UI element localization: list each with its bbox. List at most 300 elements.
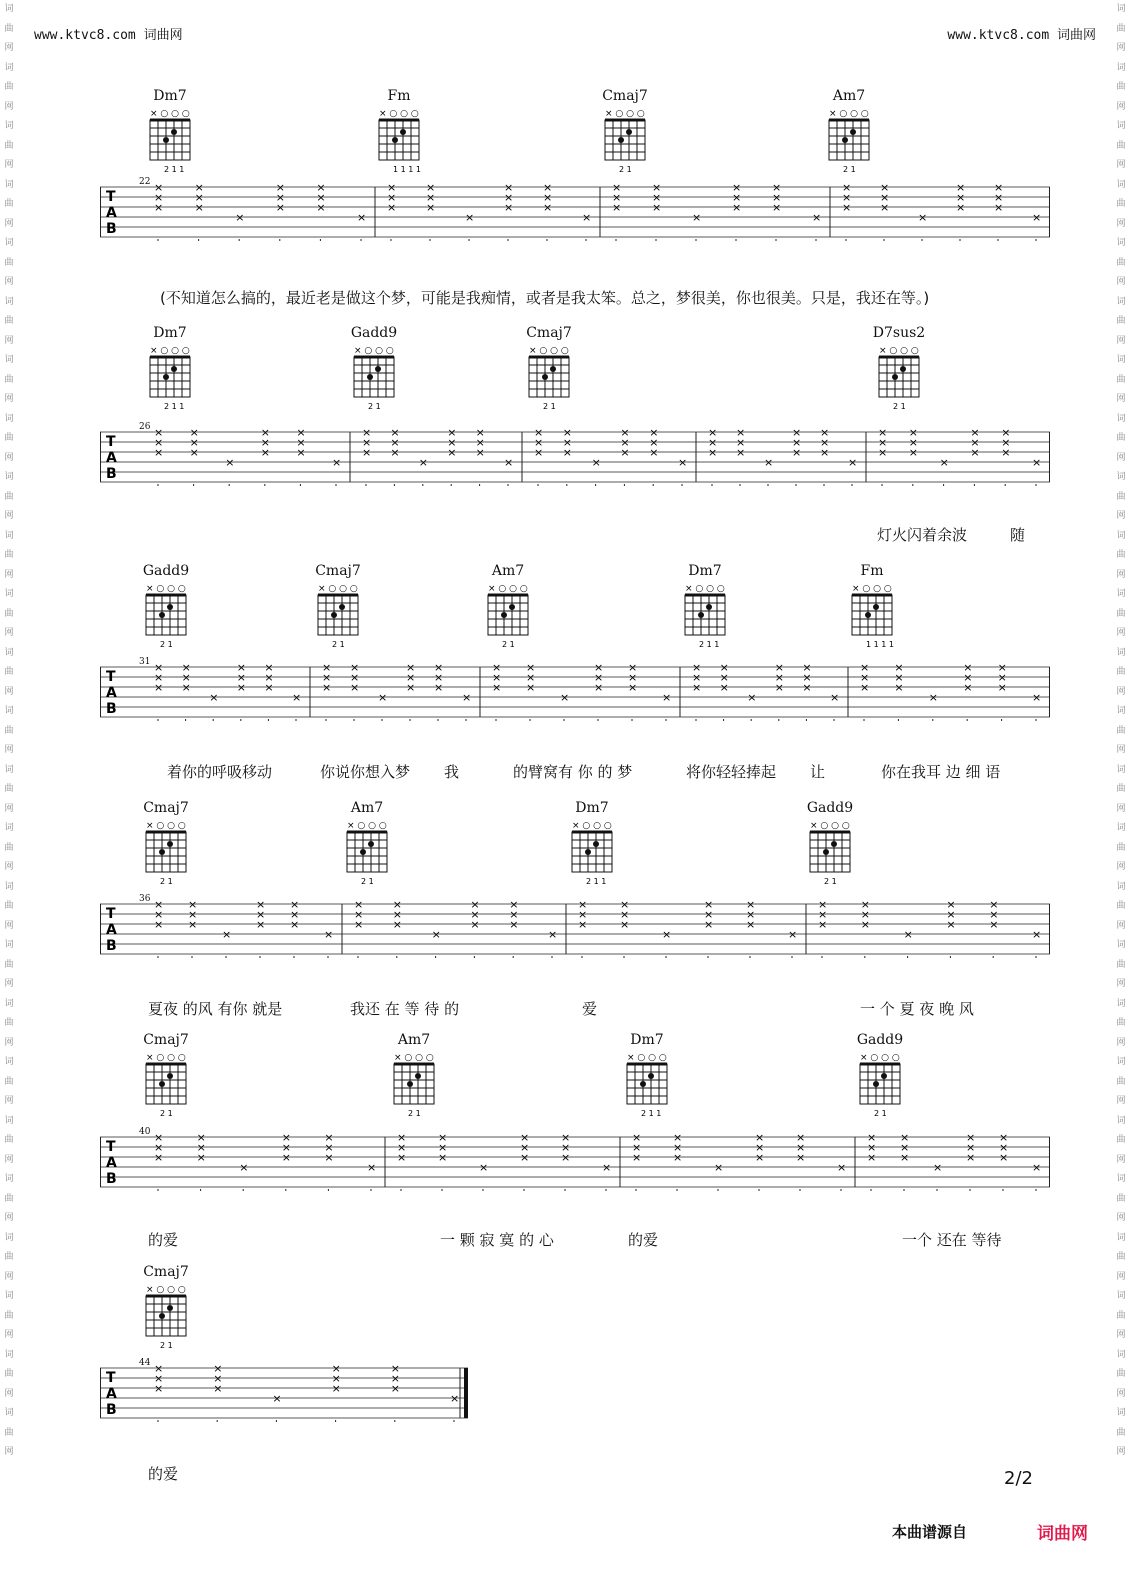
tab-note-x: ×	[802, 663, 812, 674]
tab-note-x: ×	[732, 191, 742, 204]
tab-note-x: ×	[673, 1151, 683, 1164]
tab-note-x: ×	[956, 191, 966, 204]
tab-note-x: ×	[397, 1133, 407, 1144]
tab-note-x: ×	[620, 436, 630, 449]
tab-note-x: ×	[820, 446, 830, 459]
tab-note-x: ×	[350, 671, 360, 684]
tab-note-x: ×	[357, 211, 367, 224]
tab-note-x: ×	[933, 1161, 943, 1174]
tab-note-x: ×	[392, 918, 403, 931]
measure-number: 26	[139, 422, 151, 432]
lyric-text: 我	[444, 763, 460, 781]
tab-note-x: ×	[470, 918, 480, 931]
chord-name: Dm7	[575, 800, 609, 816]
tab-note-x: ×	[196, 1141, 206, 1154]
tab-note-x: ×	[239, 1161, 249, 1174]
tab-note-x: ×	[918, 211, 928, 224]
chord-open-mute-marks: × ○ ○ ○	[146, 584, 186, 594]
tab-note-x: ×	[963, 663, 973, 674]
chord-open-mute-marks: × ○ ○ ○	[685, 584, 725, 594]
tab-note-x: ×	[880, 191, 890, 204]
tab-note-x: ×	[561, 1133, 571, 1144]
tab-note-x: ×	[222, 928, 232, 941]
chord-grid	[310, 581, 366, 651]
tab-note-x: ×	[390, 1364, 401, 1375]
tab-note-x: ×	[842, 191, 852, 204]
tab-note-x: ×	[628, 671, 638, 684]
tab-note-x: ×	[281, 1151, 292, 1164]
chord-name: Cmaj7	[143, 800, 189, 816]
lyric-text: 的爱	[148, 1231, 179, 1249]
tab-note-x: ×	[154, 1372, 164, 1385]
tab-note-x: ×	[281, 1133, 292, 1144]
tab-note-x: ×	[860, 663, 870, 674]
tab-letter: A	[106, 1386, 117, 1402]
tab-note-x: ×	[189, 446, 199, 459]
tab-note-x: ×	[188, 908, 198, 921]
tab-note-x: ×	[236, 663, 247, 674]
tab-note-x: ×	[900, 1133, 910, 1144]
tab-letter: B	[106, 466, 117, 482]
chord-open-mute-marks: × ○ ○ ○	[879, 346, 919, 356]
tab-note-x: ×	[154, 446, 164, 459]
tab-note-x: ×	[966, 1141, 976, 1154]
tab-letter: A	[106, 205, 117, 221]
tab-note-x: ×	[154, 681, 164, 694]
tab-note-x: ×	[390, 446, 400, 459]
chord-fingering: 2 1	[160, 877, 173, 886]
tab-note-x: ×	[260, 446, 271, 459]
tab-note-x: ×	[620, 918, 630, 931]
tab-note-x: ×	[188, 918, 198, 931]
tab-note-x: ×	[260, 428, 271, 439]
tab-note-x: ×	[434, 681, 444, 694]
tab-note-x: ×	[867, 1141, 877, 1154]
tab-staff	[100, 428, 1050, 486]
tab-note-x: ×	[796, 1133, 806, 1144]
tab-note-x: ×	[994, 201, 1004, 214]
lyric-text: 的爱	[628, 1231, 659, 1249]
tab-letter: B	[106, 701, 117, 717]
lyric-text: 一 个 夏 夜 晚 风	[860, 1000, 974, 1018]
tab-letter: B	[106, 1171, 117, 1187]
tab-note-x: ×	[354, 900, 364, 911]
tab-note-x: ×	[802, 681, 812, 694]
tab-note-x: ×	[860, 908, 871, 921]
tab-note-x: ×	[673, 1141, 683, 1154]
tab-note-x: ×	[704, 918, 714, 931]
tab-note-x: ×	[194, 201, 204, 214]
tab-note-x: ×	[719, 681, 729, 694]
tab-note-x: ×	[818, 908, 828, 921]
measure-number: 44	[139, 1358, 151, 1368]
tab-note-x: ×	[543, 201, 553, 214]
tab-note-x: ×	[181, 663, 191, 674]
tab-note-x: ×	[908, 436, 919, 449]
tab-note-x: ×	[397, 1151, 407, 1164]
chord-fingering: 1 1 1 1	[866, 640, 894, 649]
tab-note-x: ×	[963, 681, 973, 694]
tab-note-x: ×	[946, 918, 956, 931]
chord-name: Gadd9	[806, 800, 854, 816]
chord-name: Cmaj7	[143, 1264, 189, 1280]
tab-note-x: ×	[1032, 1161, 1042, 1174]
tab-note-x: ×	[392, 900, 403, 911]
tab-note-x: ×	[322, 681, 332, 694]
tab-note-x: ×	[704, 900, 714, 911]
tab-note-x: ×	[504, 191, 514, 204]
chord-diagram	[136, 1264, 196, 1352]
tab-note-x: ×	[354, 908, 364, 921]
chord-grid	[142, 106, 198, 176]
tab-note-x: ×	[324, 1133, 334, 1144]
tab-note-x: ×	[426, 201, 436, 214]
tab-note-x: ×	[997, 671, 1007, 684]
tab-note-x: ×	[362, 446, 372, 459]
tab-note-x: ×	[746, 900, 756, 911]
tab-note-x: ×	[792, 436, 802, 449]
tab-note-x: ×	[562, 446, 573, 459]
chord-grid	[597, 106, 653, 176]
chord-diagram	[136, 800, 196, 888]
side-watermark-left: 词曲网词曲网词曲网词曲网词曲网词曲网词曲网词曲网词曲网词曲网词曲网词曲网词曲网词曲网词曲网词曲网词曲网词曲网词曲网词曲网词曲网词曲网词曲网词曲网词曲网	[4, 4, 14, 1457]
tab-note-x: ×	[316, 191, 326, 204]
tab-note-x: ×	[662, 691, 672, 704]
tab-note-x: ×	[225, 456, 235, 469]
tab-note-x: ×	[256, 918, 266, 931]
tab-letter: B	[106, 938, 117, 954]
tab-note-x: ×	[154, 918, 164, 931]
chord-name: Cmaj7	[143, 1032, 189, 1048]
chord-diagram	[819, 88, 879, 176]
tab-note-x: ×	[994, 183, 1004, 194]
tab-note-x: ×	[946, 908, 956, 921]
tab-note-x: ×	[736, 428, 746, 439]
chord-diagram	[344, 325, 404, 413]
tab-note-x: ×	[181, 671, 191, 684]
tab-note-x: ×	[1001, 436, 1011, 449]
chord-open-mute-marks: × ○ ○ ○	[488, 584, 528, 594]
tab-note-x: ×	[470, 900, 480, 911]
chord-name: Dm7	[688, 563, 722, 579]
lyric-text: 我还 在 等 待 的	[350, 1000, 460, 1018]
tab-note-x: ×	[999, 1141, 1009, 1154]
chord-open-mute-marks: × ○ ○ ○	[150, 109, 190, 119]
chord-diagram	[519, 325, 579, 413]
tab-note-x: ×	[894, 671, 904, 684]
chord-diagram	[337, 800, 397, 888]
tab-note-x: ×	[714, 1161, 724, 1174]
chord-fingering: 2 1 1	[641, 1109, 662, 1118]
chord-name: Am7	[397, 1032, 431, 1048]
tab-note-x: ×	[908, 428, 919, 439]
tab-note-x: ×	[196, 1133, 206, 1144]
tab-note-x: ×	[560, 691, 570, 704]
tab-note-x: ×	[520, 1141, 530, 1154]
tab-note-x: ×	[397, 1141, 407, 1154]
lyric-text: 一 颗 寂 寞 的 心	[440, 1231, 554, 1249]
tab-note-x: ×	[154, 1141, 164, 1154]
tab-note-x: ×	[970, 446, 980, 459]
tab-note-x: ×	[989, 900, 999, 911]
tab-note-x: ×	[316, 183, 326, 194]
chord-diagram	[675, 563, 735, 651]
tab-note-x: ×	[331, 1382, 341, 1395]
tab-note-x: ×	[534, 446, 544, 459]
tab-note-x: ×	[504, 183, 514, 194]
tab-note-x: ×	[628, 681, 638, 694]
tab-note-x: ×	[880, 201, 890, 214]
tab-note-x: ×	[235, 211, 245, 224]
tab-letter: T	[106, 189, 116, 205]
tab-note-x: ×	[296, 446, 306, 459]
tab-note-x: ×	[154, 663, 164, 674]
tab-letter: T	[106, 1370, 116, 1386]
tab-note-x: ×	[652, 183, 662, 194]
lyric-text: 让	[810, 763, 826, 781]
chord-grid	[138, 581, 194, 651]
chord-open-mute-marks: × ○ ○ ○	[572, 821, 612, 831]
tab-note-x: ×	[649, 436, 659, 449]
tab-note-x: ×	[692, 663, 702, 674]
tab-note-x: ×	[939, 456, 949, 469]
tab-note-x: ×	[194, 191, 204, 204]
tab-note-x: ×	[867, 1151, 877, 1164]
tab-note-x: ×	[520, 1151, 530, 1164]
measure-number: 31	[139, 657, 151, 667]
tab-note-x: ×	[548, 928, 558, 941]
chord-fingering: 2 1	[543, 402, 556, 411]
chord-fingering: 2 1	[874, 1109, 887, 1118]
tab-note-x: ×	[755, 1133, 765, 1144]
tab-note-x: ×	[860, 900, 871, 911]
tab-note-x: ×	[154, 191, 164, 204]
tab-note-x: ×	[387, 201, 397, 214]
tab-note-x: ×	[387, 183, 397, 194]
tab-letter: A	[106, 685, 117, 701]
header-right-site: www.ktvc8.com 词曲网	[947, 28, 1096, 43]
tab-note-x: ×	[194, 183, 204, 194]
side-watermark-right: 词曲网词曲网词曲网词曲网词曲网词曲网词曲网词曲网词曲网词曲网词曲网词曲网词曲网词曲网词曲网词曲网词曲网词曲网词曲网词曲网词曲网词曲网词曲网词曲网词曲网	[1116, 4, 1126, 1457]
tab-note-x: ×	[418, 456, 429, 469]
tab-note-x: ×	[465, 211, 475, 224]
chord-open-mute-marks: × ○ ○ ○	[529, 346, 569, 356]
tab-note-x: ×	[900, 1141, 910, 1154]
chord-open-mute-marks: × ○ ○ ○	[829, 109, 869, 119]
tab-note-x: ×	[189, 428, 199, 439]
tab-note-x: ×	[447, 436, 457, 449]
lyric-text: 夏夜 的风 有你 就是	[148, 1000, 283, 1018]
tab-note-x: ×	[264, 671, 274, 684]
chord-fingering: 2 1	[619, 165, 632, 174]
tab-note-x: ×	[209, 691, 219, 704]
tab-note-x: ×	[649, 428, 659, 439]
chord-name: Gadd9	[142, 563, 190, 579]
tab-note-x: ×	[820, 428, 830, 439]
tab-note-x: ×	[736, 436, 746, 449]
tab-note-x: ×	[154, 428, 164, 439]
tab-note-x: ×	[462, 691, 472, 704]
tab-note-x: ×	[632, 1141, 642, 1154]
lyric-text: 灯火闪着余波	[877, 526, 968, 544]
tab-note-x: ×	[256, 908, 266, 921]
tab-note-x: ×	[946, 900, 956, 911]
tab-note-x: ×	[509, 918, 519, 931]
tab-note-x: ×	[434, 671, 444, 684]
tab-note-x: ×	[692, 681, 702, 694]
chord-grid	[521, 343, 577, 413]
tab-note-x: ×	[792, 446, 802, 459]
tab-note-x: ×	[612, 201, 622, 214]
chord-diagram	[140, 325, 200, 413]
tab-note-x: ×	[956, 201, 966, 214]
chord-grid	[386, 1050, 442, 1120]
tab-staff	[100, 1364, 468, 1422]
tab-note-x: ×	[796, 1141, 806, 1154]
tab-note-x: ×	[434, 663, 444, 674]
tab-note-x: ×	[1032, 691, 1042, 704]
tab-note-x: ×	[296, 428, 306, 439]
chord-fingering: 2 1	[824, 877, 837, 886]
tab-note-x: ×	[878, 436, 888, 449]
tab-note-x: ×	[526, 663, 536, 674]
chord-fingering: 2 1	[843, 165, 856, 174]
chord-grid	[619, 1050, 675, 1120]
tab-note-x: ×	[272, 1392, 282, 1405]
tab-note-x: ×	[796, 1151, 806, 1164]
tab-note-x: ×	[492, 663, 502, 674]
tab-note-x: ×	[774, 681, 785, 694]
chord-fingering: 2 1	[160, 1109, 173, 1118]
tab-note-x: ×	[290, 908, 300, 921]
tab-note-x: ×	[438, 1141, 448, 1154]
chord-open-mute-marks: × ○ ○ ○	[318, 584, 358, 594]
tab-staff	[100, 900, 1050, 958]
tab-note-x: ×	[479, 1161, 489, 1174]
tab-note-x: ×	[213, 1364, 223, 1375]
tab-note-x: ×	[673, 1133, 683, 1144]
chord-grid	[802, 818, 858, 888]
chord-open-mute-marks: × ○ ○ ○	[347, 821, 387, 831]
tab-note-x: ×	[755, 1141, 765, 1154]
tab-note-x: ×	[534, 436, 544, 449]
tab-note-x: ×	[447, 428, 457, 439]
chord-diagram	[617, 1032, 677, 1120]
tab-letter: T	[106, 434, 116, 450]
tab-note-x: ×	[534, 428, 544, 439]
chord-grid	[142, 343, 198, 413]
chord-fingering: 1 1 1 1	[393, 165, 421, 174]
tab-letter: T	[106, 1139, 116, 1155]
tab-note-x: ×	[999, 1133, 1009, 1144]
tab-note-x: ×	[956, 183, 966, 194]
chord-grid	[138, 818, 194, 888]
tab-note-x: ×	[966, 1133, 976, 1144]
chord-diagram	[869, 325, 929, 413]
tab-note-x: ×	[582, 211, 592, 224]
tab-note-x: ×	[322, 663, 332, 674]
tab-note-x: ×	[620, 900, 630, 911]
tab-note-x: ×	[426, 183, 436, 194]
tab-note-x: ×	[860, 918, 871, 931]
tab-note-x: ×	[594, 681, 604, 694]
tab-note-x: ×	[662, 928, 672, 941]
tab-note-x: ×	[426, 191, 436, 204]
tab-note-x: ×	[652, 201, 662, 214]
tab-note-x: ×	[632, 1151, 642, 1164]
tab-note-x: ×	[406, 681, 416, 694]
tab-letter: A	[106, 450, 117, 466]
tab-staff	[100, 663, 1050, 721]
tab-note-x: ×	[908, 446, 919, 459]
tab-note-x: ×	[378, 691, 388, 704]
tab-note-x: ×	[755, 1151, 765, 1164]
tab-note-x: ×	[367, 1161, 377, 1174]
tab-note-x: ×	[867, 1133, 877, 1144]
tab-note-x: ×	[880, 183, 890, 194]
tab-note-x: ×	[1001, 428, 1011, 439]
tab-note-x: ×	[154, 671, 164, 684]
tab-note-x: ×	[594, 671, 604, 684]
chord-name: Am7	[491, 563, 525, 579]
tab-note-x: ×	[704, 908, 714, 921]
tab-note-x: ×	[830, 691, 840, 704]
tab-note-x: ×	[154, 1364, 164, 1375]
tab-note-x: ×	[392, 908, 403, 921]
tab-note-x: ×	[350, 663, 360, 674]
tab-note-x: ×	[509, 900, 519, 911]
tab-note-x: ×	[620, 428, 630, 439]
tab-note-x: ×	[578, 918, 588, 931]
tab-note-x: ×	[966, 1151, 976, 1164]
tab-note-x: ×	[332, 456, 342, 469]
chord-name: Dm7	[153, 88, 187, 104]
tab-note-x: ×	[324, 1141, 334, 1154]
chord-open-mute-marks: × ○ ○ ○	[605, 109, 645, 119]
tab-note-x: ×	[842, 201, 852, 214]
tab-note-x: ×	[594, 663, 604, 674]
tab-note-x: ×	[281, 1141, 292, 1154]
tab-note-x: ×	[236, 671, 247, 684]
chord-name: D7sus2	[872, 325, 926, 341]
tab-note-x: ×	[802, 671, 812, 684]
tab-note-x: ×	[438, 1151, 448, 1164]
tab-note-x: ×	[970, 428, 980, 439]
tab-note-x: ×	[746, 918, 756, 931]
tab-note-x: ×	[354, 918, 364, 931]
tab-note-x: ×	[900, 1151, 910, 1164]
tab-note-x: ×	[732, 183, 742, 194]
tab-letter: T	[106, 906, 116, 922]
tab-note-x: ×	[708, 428, 718, 439]
tab-note-x: ×	[772, 191, 782, 204]
tab-note-x: ×	[772, 201, 782, 214]
chord-open-mute-marks: × ○ ○ ○	[810, 821, 850, 831]
chord-open-mute-marks: × ○ ○ ○	[146, 1053, 186, 1063]
chord-grid	[339, 818, 395, 888]
tab-note-x: ×	[362, 436, 372, 449]
tab-letter: T	[106, 669, 116, 685]
tab-note-x: ×	[1032, 928, 1042, 941]
tab-note-x: ×	[492, 671, 502, 684]
chord-open-mute-marks: × ○ ○ ○	[146, 821, 186, 831]
tab-note-x: ×	[324, 1151, 334, 1164]
tab-letter: A	[106, 1155, 117, 1171]
chord-diagram	[136, 1032, 196, 1120]
chord-grid	[564, 818, 620, 888]
tab-note-x: ×	[470, 908, 480, 921]
tab-letter: A	[106, 922, 117, 938]
